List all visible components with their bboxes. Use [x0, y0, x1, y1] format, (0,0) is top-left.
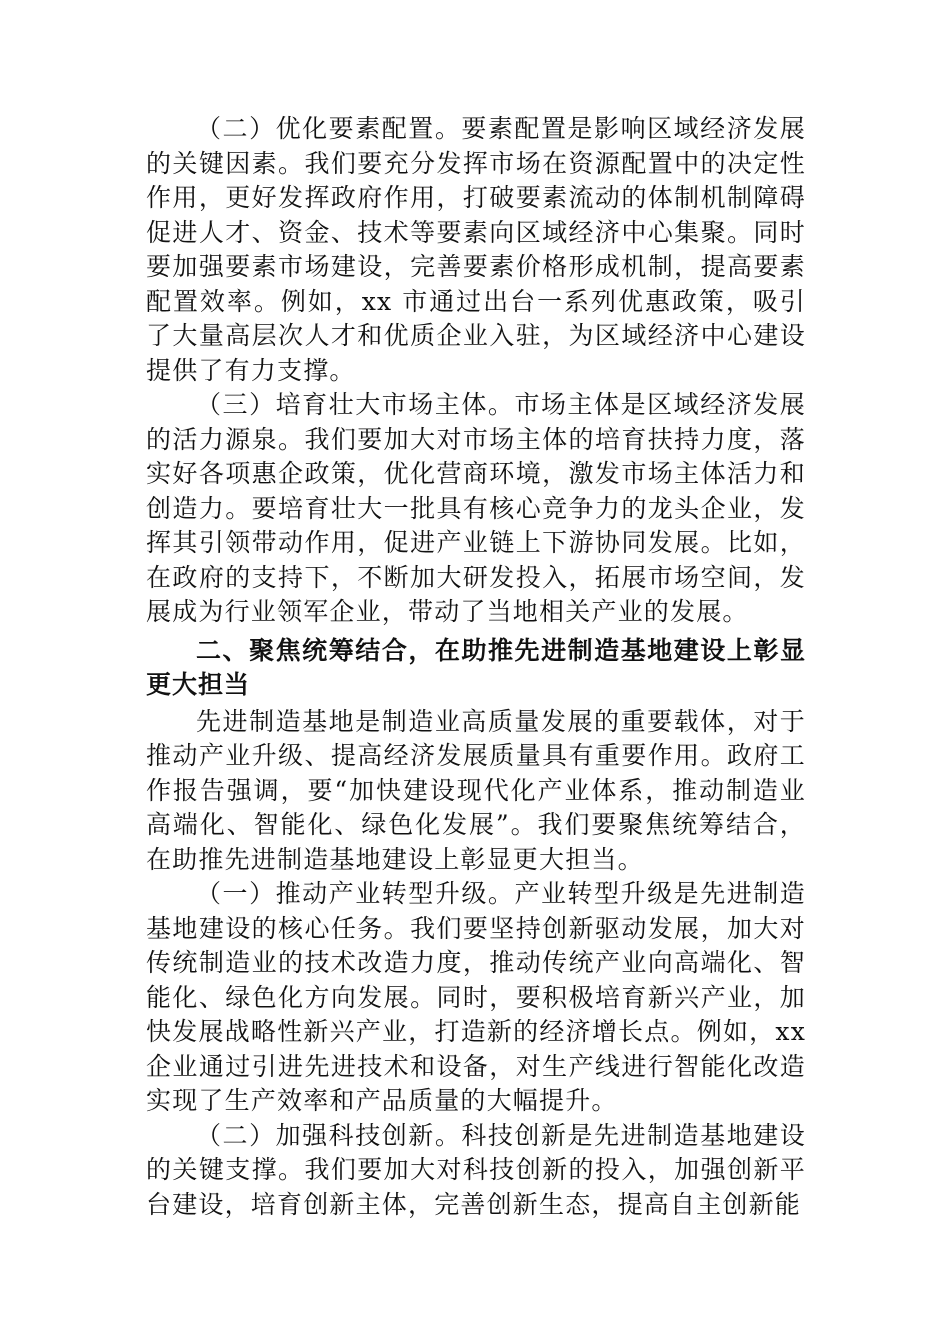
paragraph-lead: （二）优化要素配置。 — [196, 114, 462, 143]
paragraph-cultivate-market-entities — [146, 388, 806, 630]
paragraph-optimize-factor-allocation — [146, 112, 806, 388]
paragraph-text: 科技创新是先进制造基地建设的关键支撑。我们要加大对科技创新的投入，加强创新平台建设，培育创新主体，完善创新生态，提高自主创新能 — [146, 1120, 806, 1219]
paragraph-lead: （二）加强科技创新。 — [196, 1120, 462, 1150]
section-heading: 二、聚焦统筹结合，在助推先进制造基地建设上彰显更大担当 — [146, 635, 806, 699]
paragraph-tech-innovation — [146, 1119, 806, 1223]
paragraph-lead: （一）推动产业转型升级。 — [196, 879, 515, 908]
paragraph-text: 要素配置是影响区域经济发展的关键因素。我们要充分发挥市场在资源配置中的决定性作用，更好发挥政府作用，打破要素流动的体制机制障碍促进人才、资金、技术等要素向区域经济中心集聚。同时要加强要素市场建设，完善要素价格形成机制，提高要素配置效率。例如，xx 市通过出台一系列优惠政策，吸引了大量高层次人才和优质企业入驻，为区域经济中心建设提供了有力支撑。 — [146, 114, 806, 385]
paragraph-text: 产业转型升级是先进制造基地建设的核心任务。我们要坚持创新驱动发展，加大对传统制造业的技术改造力度，推动传统产业向高端化、智能化、绿色化方向发展。同时，要积极培育新兴产业，加快发展战略性新兴产业，打造新的经济增长点。例如，xx 企业通过引进先进技术和设备，对生产线进行智能化改造实现了生产效率和产品质量的大幅提升。 — [146, 879, 806, 1115]
document-body — [146, 112, 806, 1222]
section-intro-paragraph: 先进制造基地是制造业高质量发展的重要载体，对于推动产业升级、提高经济发展质量具有重要作用。政府工作报告强调，要“加快建设现代化产业体系，推动制造业高端化、智能化、绿色化发展”。我们要聚焦统筹结合，在助推先进制造基地建设上彰显更大担当。 — [146, 706, 806, 874]
paragraph-lead: （三）培育壮大市场主体。 — [196, 390, 515, 419]
paragraph-text: 市场主体是区域经济发展的活力源泉。我们要加大对市场主体的培育扶持力度，落实好各项惠企政策，优化营商环境，激发市场主体活力和创造力。要培育壮大一批具有核心竞争力的龙头企业，发挥其引领带动作用，促进产业链上下游协同发展。比如，在政府的支持下，不断加大研发投入，拓展市场空间，发展成为行业领军企业，带动了当地相关产业的发展。 — [146, 390, 806, 626]
paragraph-industrial-upgrading — [146, 877, 806, 1119]
